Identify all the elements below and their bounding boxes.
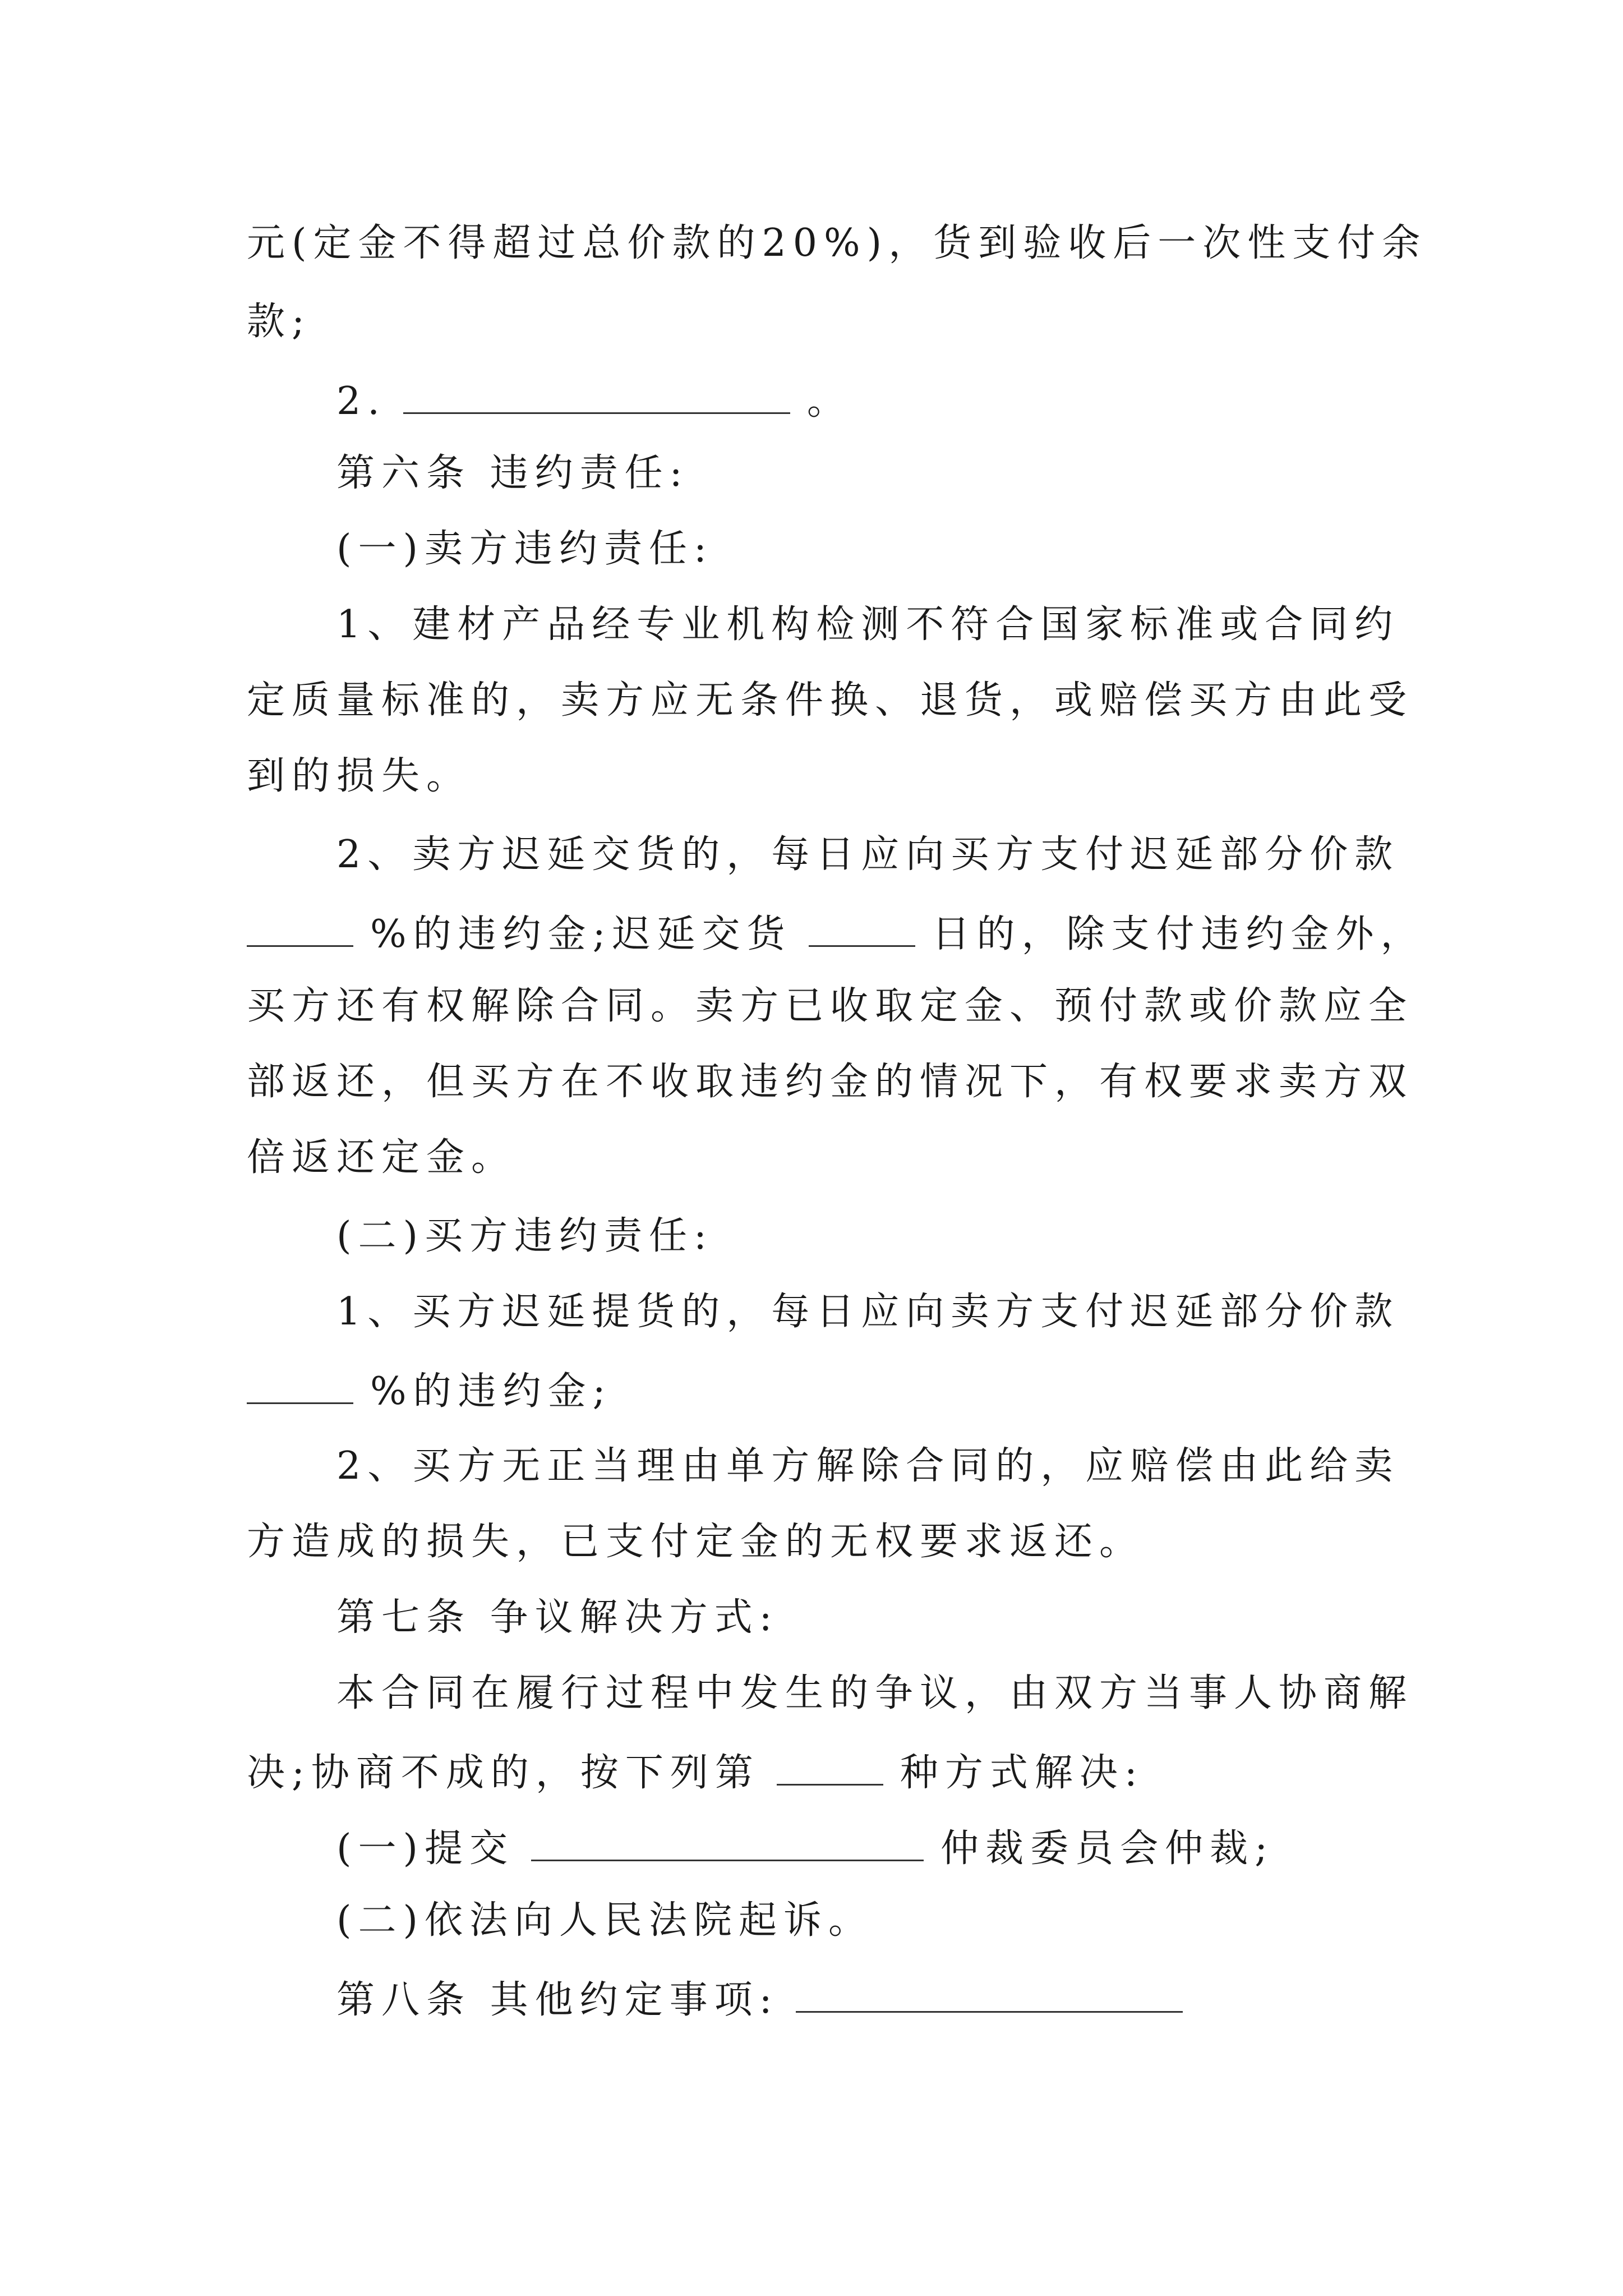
paragraph-line: 1、买方迟延提货的，每日应向卖方支付迟延部分价款 (336, 1290, 1400, 1334)
fill-in-blank[interactable] (247, 1369, 353, 1404)
text-segment: 仲裁委员会仲裁; (940, 1826, 1274, 1871)
fill-in-blank[interactable] (809, 912, 915, 947)
paragraph-line: 定质量标准的，卖方应无条件换、退货，或赔偿买方由此受 (247, 678, 1414, 723)
text-segment: 决;协商不成的，按下列第 (247, 1751, 760, 1795)
section-heading: (一)卖方违约责任: (336, 527, 713, 571)
fill-in-blank[interactable] (796, 1977, 1183, 2013)
option-line: (二)依法向人民法院起诉。 (336, 1898, 874, 1943)
article-7-heading: 第七条 争议解决方式: (336, 1595, 779, 1640)
paragraph-line: 方造成的损失，已支付定金的无权要求返还。 (247, 1520, 1145, 1564)
paragraph-line-with-blanks (247, 912, 1426, 956)
paragraph-line: 2、卖方迟延交货的，每日应向买方支付迟延部分价款 (336, 832, 1400, 877)
article-8-heading (336, 1977, 1475, 2022)
fill-in-blank[interactable] (247, 912, 353, 947)
paragraph-line: 款; (247, 300, 311, 344)
article-6-heading: 第六条 违约责任: (336, 451, 689, 495)
text-segment: (一)提交 (336, 1826, 515, 1871)
paragraph-line-with-blank (247, 1369, 1385, 1414)
text-segment: 第八条 其他约定事项: (336, 1978, 779, 2022)
paragraph-line: 元(定金不得超过总价款的20%)，货到验收后一次性支付余 (247, 221, 1427, 265)
paragraph-line: 倍返还定金。 (247, 1135, 517, 1180)
paragraph-line: 本合同在履行过程中发生的争议，由双方当事人协商解 (336, 1671, 1414, 1715)
fill-in-blank[interactable] (403, 379, 790, 414)
period: 。 (806, 379, 852, 424)
clause-2-line (336, 379, 1475, 424)
paragraph-line-with-blank (247, 1750, 1385, 1795)
fill-in-blank[interactable] (531, 1826, 924, 1861)
option-line (336, 1826, 1475, 1871)
section-heading: (二)买方违约责任: (336, 1214, 713, 1258)
clause-number: 2. (336, 379, 386, 424)
text-segment: 日的，除支付违约金外， (932, 912, 1426, 956)
paragraph-line: 到的损失。 (247, 754, 472, 798)
text-segment: %的违约金;迟延交货 (370, 912, 792, 956)
paragraph-line: 部返还，但买方在不收取违约金的情况下，有权要求卖方双 (247, 1060, 1414, 1104)
text-segment: %的违约金; (370, 1369, 612, 1414)
fill-in-blank[interactable] (777, 1750, 883, 1786)
text-segment: 种方式解决: (900, 1751, 1144, 1795)
paragraph-line: 1、建材产品经专业机构检测不符合国家标准或合同约 (336, 602, 1400, 647)
paragraph-line: 买方还有权解除合同。卖方已收取定金、预付款或价款应全 (247, 984, 1414, 1028)
paragraph-line: 2、买方无正当理由单方解除合同的，应赔偿由此给卖 (336, 1444, 1400, 1488)
